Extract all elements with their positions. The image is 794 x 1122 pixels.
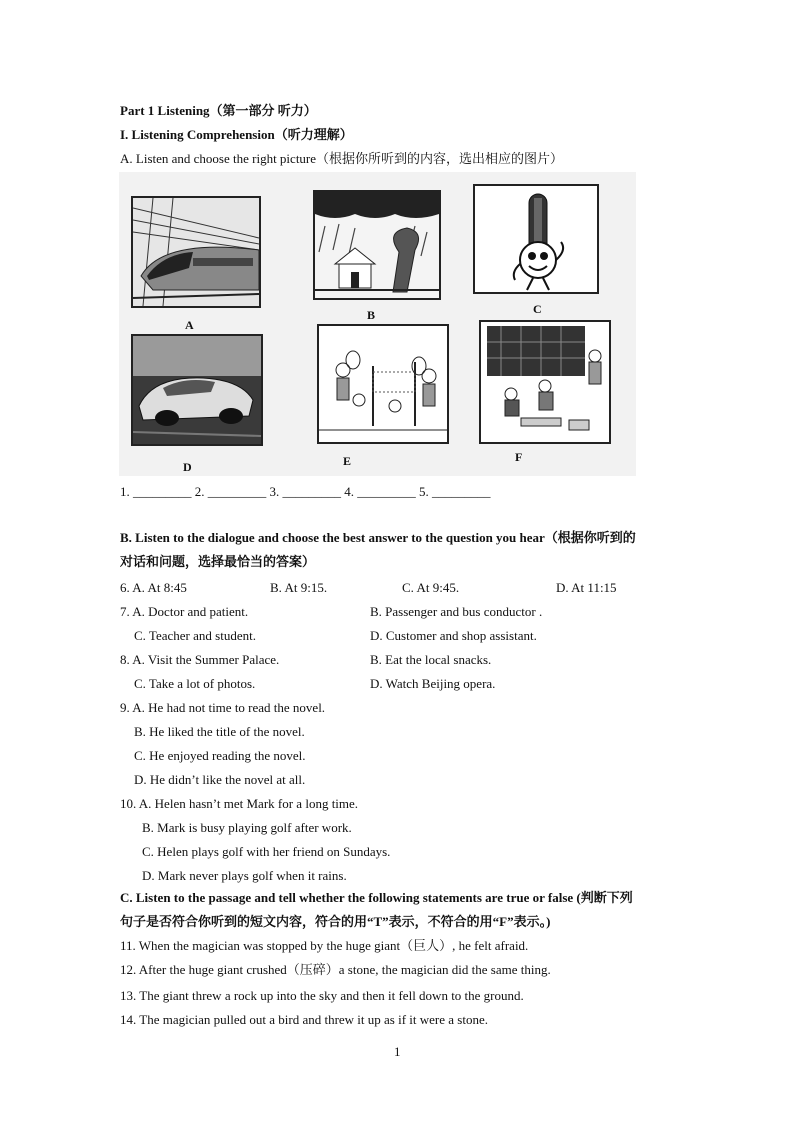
picture-c [473,184,599,294]
q9-option-d: D. He didn’t like the novel at all. [134,772,306,787]
section-b-title-cont: 对话和问题，选择最恰当的答案） [120,554,316,569]
q8-option-b: B. Eat the local snacks. [370,652,492,667]
picture-e [317,324,449,444]
q6-option-d: D. At 11:15 [556,580,617,595]
q7-option-a: 7. A. Doctor and patient. [120,604,249,619]
q8-option-c: C. Take a lot of photos. [134,676,256,691]
q10-option-d: D. Mark never plays golf when it rains. [142,868,347,883]
picture-b-label: B [367,308,376,322]
picture-f-label: F [515,450,523,464]
picture-d [131,334,263,446]
q9-option-c: C. He enjoyed reading the novel. [134,748,306,763]
q6-option-b: B. At 9:15. [270,580,328,595]
section-a-title: A. Listen and choose the right picture（根据你所听到的内容，选出相应的图片） [120,151,564,166]
picture-e-label: E [343,454,352,468]
storm-icon [315,192,439,298]
q13-statement: 13. The giant threw a rock up into the sky and then it fell down to the ground. [120,988,524,1003]
picture-a-label: A [185,318,194,332]
picture-b [313,190,441,300]
library-icon [481,322,609,442]
q6-option-a: 6. A. At 8:45 [120,580,187,595]
q7-option-b: B. Passenger and bus conductor . [370,604,543,619]
q9-option-b: B. He liked the title of the novel. [134,724,305,739]
picture-f [479,320,611,444]
q8-option-d: D. Watch Beijing opera. [370,676,496,691]
section-b-title: B. Listen to the dialogue and choose the best answer to the question you hear（根据你听到的 [120,530,636,545]
q8-option-a: 8. A. Visit the Summer Palace. [120,652,280,667]
answer-blanks: 1. _________ 2. _________ 3. _________ 4. _________ 5. _________ [120,484,491,499]
q7-option-d: D. Customer and shop assistant. [370,628,537,643]
page-number: 1 [394,1044,401,1059]
q9-option-a: 9. A. He had not time to read the novel. [120,700,326,715]
q10-option-c: C. Helen plays golf with her friend on Sundays. [142,844,391,859]
section-c-title-cont: 句子是否符合你听到的短文内容，符合的用“T”表示，不符合的用“F”表示。) [120,914,551,929]
picture-c-label: C [533,302,542,316]
car-icon [133,336,261,444]
train-icon [133,198,259,306]
picture-grid [119,172,636,476]
section-1-title: I. Listening Comprehension（听力理解） [120,127,353,142]
q14-statement: 14. The magician pulled out a bird and threw it up as if it were a stone. [120,1012,488,1027]
q7-option-c: C. Teacher and student. [134,628,256,643]
q11-statement: 11. When the magician was stopped by the huge giant（巨人）, he felt afraid. [120,938,529,953]
part-title: Part 1 Listening（第一部分 听力） [120,103,317,118]
q6-option-c: C. At 9:45. [402,580,460,595]
q10-option-b: B. Mark is busy playing golf after work. [142,820,352,835]
picture-d-label: D [183,460,192,474]
picture-a [131,196,261,308]
q10-option-a: 10. A. Helen hasn’t met Mark for a long time. [120,796,359,811]
thermometer-icon [475,186,597,292]
badminton-icon [319,326,447,442]
q12-statement: 12. After the huge giant crushed（压碎）a stone, the magician did the same thing. [120,962,551,977]
section-c-title: C. Listen to the passage and tell whether the following statements are true or false (判断下列 [120,890,633,905]
